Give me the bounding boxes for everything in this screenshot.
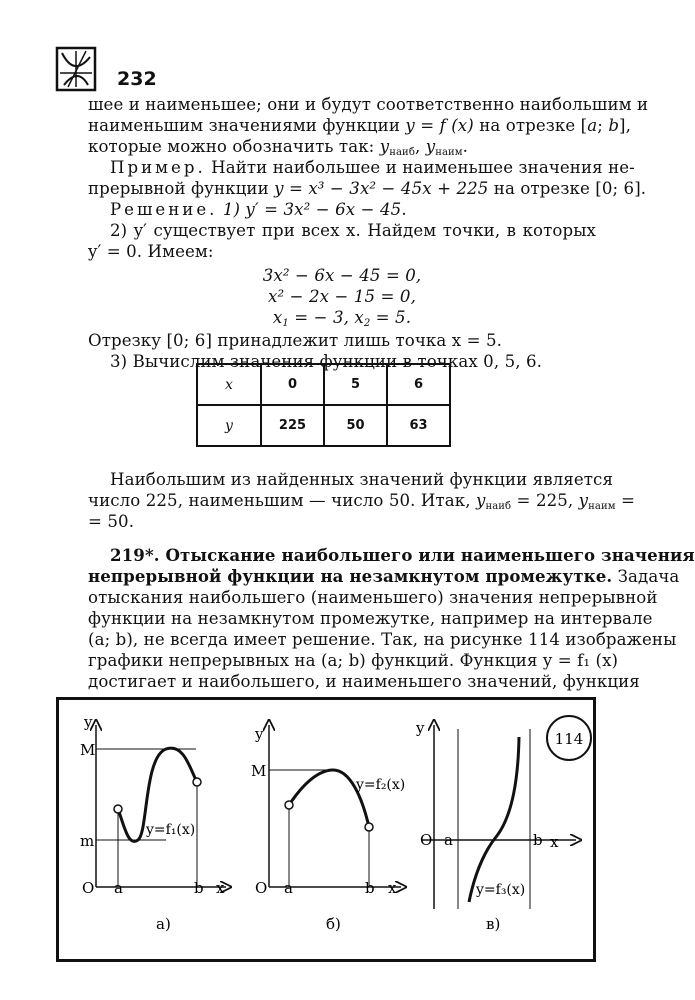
text-span: 219*. Отыскание наибольшего или наименьшего значения: [110, 545, 695, 565]
table-row: [197, 405, 450, 446]
caption-b: б): [326, 915, 341, 933]
table-cell: x: [197, 364, 261, 405]
page-number: 232: [117, 68, 157, 90]
text-line: [88, 241, 596, 262]
text-line: [88, 650, 619, 671]
text-span: =: [615, 491, 636, 510]
table-cell: 0: [261, 364, 324, 405]
formula: 1) y′ = 3x² − 6x − 45.: [217, 200, 407, 219]
text-span: = 225,: [511, 491, 579, 510]
table-cell: 50: [324, 405, 387, 446]
label-M: M: [80, 741, 96, 759]
caption-a: а): [156, 915, 171, 933]
solution-label: Решение.: [110, 200, 218, 219]
text-line: [88, 199, 596, 220]
caption-c: в): [486, 915, 501, 933]
figure-number: 114: [554, 730, 584, 748]
section-title: непрерывной функции на незамкнутом промежутке.: [88, 566, 613, 586]
graph-a: [80, 713, 226, 933]
text-span: наименьшим значениями функции: [88, 116, 406, 135]
text-line: [88, 511, 596, 532]
table-cell: 5: [324, 364, 387, 405]
text-line: [88, 220, 596, 241]
formula: b: [608, 116, 620, 135]
formula: = 5.: [370, 308, 412, 327]
text-span: шее и наименьшее; они и будут соответственно наибольшим и: [88, 95, 649, 114]
label-m: m: [80, 832, 95, 850]
text-span: ;: [597, 116, 609, 135]
formula: a: [587, 116, 598, 135]
text-span: = 50.: [88, 512, 135, 531]
subscript: 2: [363, 318, 371, 329]
label-a: a: [114, 879, 123, 897]
text-line: [88, 671, 640, 692]
origin-label: O: [420, 831, 433, 849]
text-span: 3) Вычислим значения функции в точках 0, 5, 6.: [110, 352, 543, 371]
text-line: [88, 629, 677, 650]
text-span: прерывной функции: [88, 179, 275, 198]
text-line: [88, 608, 653, 629]
table-cell: 225: [261, 405, 324, 446]
formula: y: [425, 137, 436, 156]
text-line: [88, 157, 635, 178]
text-span: на отрезке [: [473, 116, 588, 135]
text-span: на отрезке [0; 6].: [488, 179, 647, 198]
axis-label-y: y: [416, 719, 425, 737]
label-b: b: [365, 879, 375, 897]
axis-label-y: y: [255, 725, 264, 743]
label-M: M: [251, 762, 267, 780]
example-label: Пример.: [110, 158, 206, 177]
values-table: [196, 363, 451, 447]
origin-label: O: [255, 879, 268, 897]
subscript: наим: [435, 147, 463, 158]
graph-b: [251, 725, 405, 933]
formula: = − 3, x: [288, 308, 364, 327]
label-b: b: [533, 831, 543, 849]
text-span: функции на незамкнутом промежутке, например на интервале: [88, 609, 653, 628]
open-point: [285, 801, 293, 809]
text-line: [88, 566, 680, 587]
text-span: графики непрерывных на (a; b) функций. Функция y = f₁ (x): [88, 651, 619, 670]
equation: 3x² − 6x − 45 = 0,: [262, 266, 422, 285]
subscript: наим: [588, 501, 616, 512]
origin-label: O: [82, 879, 95, 897]
table-cell: y: [197, 405, 261, 446]
axis-label-x: x: [216, 879, 225, 897]
open-point: [193, 778, 201, 786]
table-row: [197, 364, 450, 405]
text-line: [88, 330, 596, 351]
text-span: .: [462, 137, 469, 156]
curve-f3: [469, 737, 519, 902]
table-cell: 63: [387, 405, 450, 446]
text-line: [88, 94, 649, 115]
text-span: достигает и наибольшего, и наименьшего значений, функция: [88, 672, 640, 691]
text-line: [88, 136, 596, 157]
text-span: 2) y′ существует при всех x. Найдем точки, в которых: [110, 221, 596, 240]
text-span: y′ = 0. Имеем:: [88, 242, 214, 261]
function-label: y=f₁(x): [146, 822, 196, 838]
formula: y: [578, 491, 589, 510]
axis-label-x: x: [550, 833, 559, 851]
label-a: a: [284, 879, 293, 897]
formula: x: [272, 308, 283, 327]
function-label: y=f₃(x): [476, 882, 526, 898]
text-span: которые можно обозначить так:: [88, 137, 380, 156]
table-cell: 6: [387, 364, 450, 405]
subscript: наиб: [485, 501, 512, 512]
formula: y = f (x): [405, 116, 474, 135]
formula: y = x³ − 3x² − 45x + 225: [274, 179, 489, 198]
formula: y: [475, 491, 486, 510]
equation: [88, 307, 596, 328]
text-line: [88, 490, 636, 512]
subscript: 1: [282, 318, 289, 329]
graph-logo-icon: [56, 47, 96, 91]
section-title: [88, 545, 695, 566]
text-line: [88, 115, 631, 136]
subscript: наиб: [389, 147, 415, 158]
text-span: отыскания наибольшего (наименьшего) значения непрерывной: [88, 588, 658, 607]
label-b: b: [194, 879, 204, 897]
text-span: Наибольшим из найденных значений функции является: [110, 470, 614, 489]
text-span: Задача: [612, 567, 680, 586]
figure-114: [56, 697, 596, 962]
open-point: [114, 805, 122, 813]
formula: y: [379, 137, 390, 156]
text-span: Отрезку [0; 6] принадлежит лишь точка x = 5.: [88, 331, 503, 350]
axis-label-y: y: [84, 713, 93, 731]
function-label: y=f₂(x): [356, 777, 406, 793]
label-a: a: [444, 831, 453, 849]
axis-label-x: x: [388, 879, 397, 897]
text-line: [88, 469, 614, 490]
text-span: Найти наибольшее и наименьшее значения не-: [205, 158, 635, 177]
equation: x² − 2x − 15 = 0,: [268, 287, 416, 306]
text-span: ,: [414, 137, 426, 156]
text-line: [88, 178, 647, 199]
open-point: [365, 823, 373, 831]
text-span: ],: [619, 116, 631, 135]
text-line: [88, 587, 658, 608]
text-span: (a; b), не всегда имеет решение. Так, на рисунке 114 изображены: [88, 630, 677, 649]
text-span: число 225, наименьшим — число 50. Итак,: [88, 491, 476, 510]
